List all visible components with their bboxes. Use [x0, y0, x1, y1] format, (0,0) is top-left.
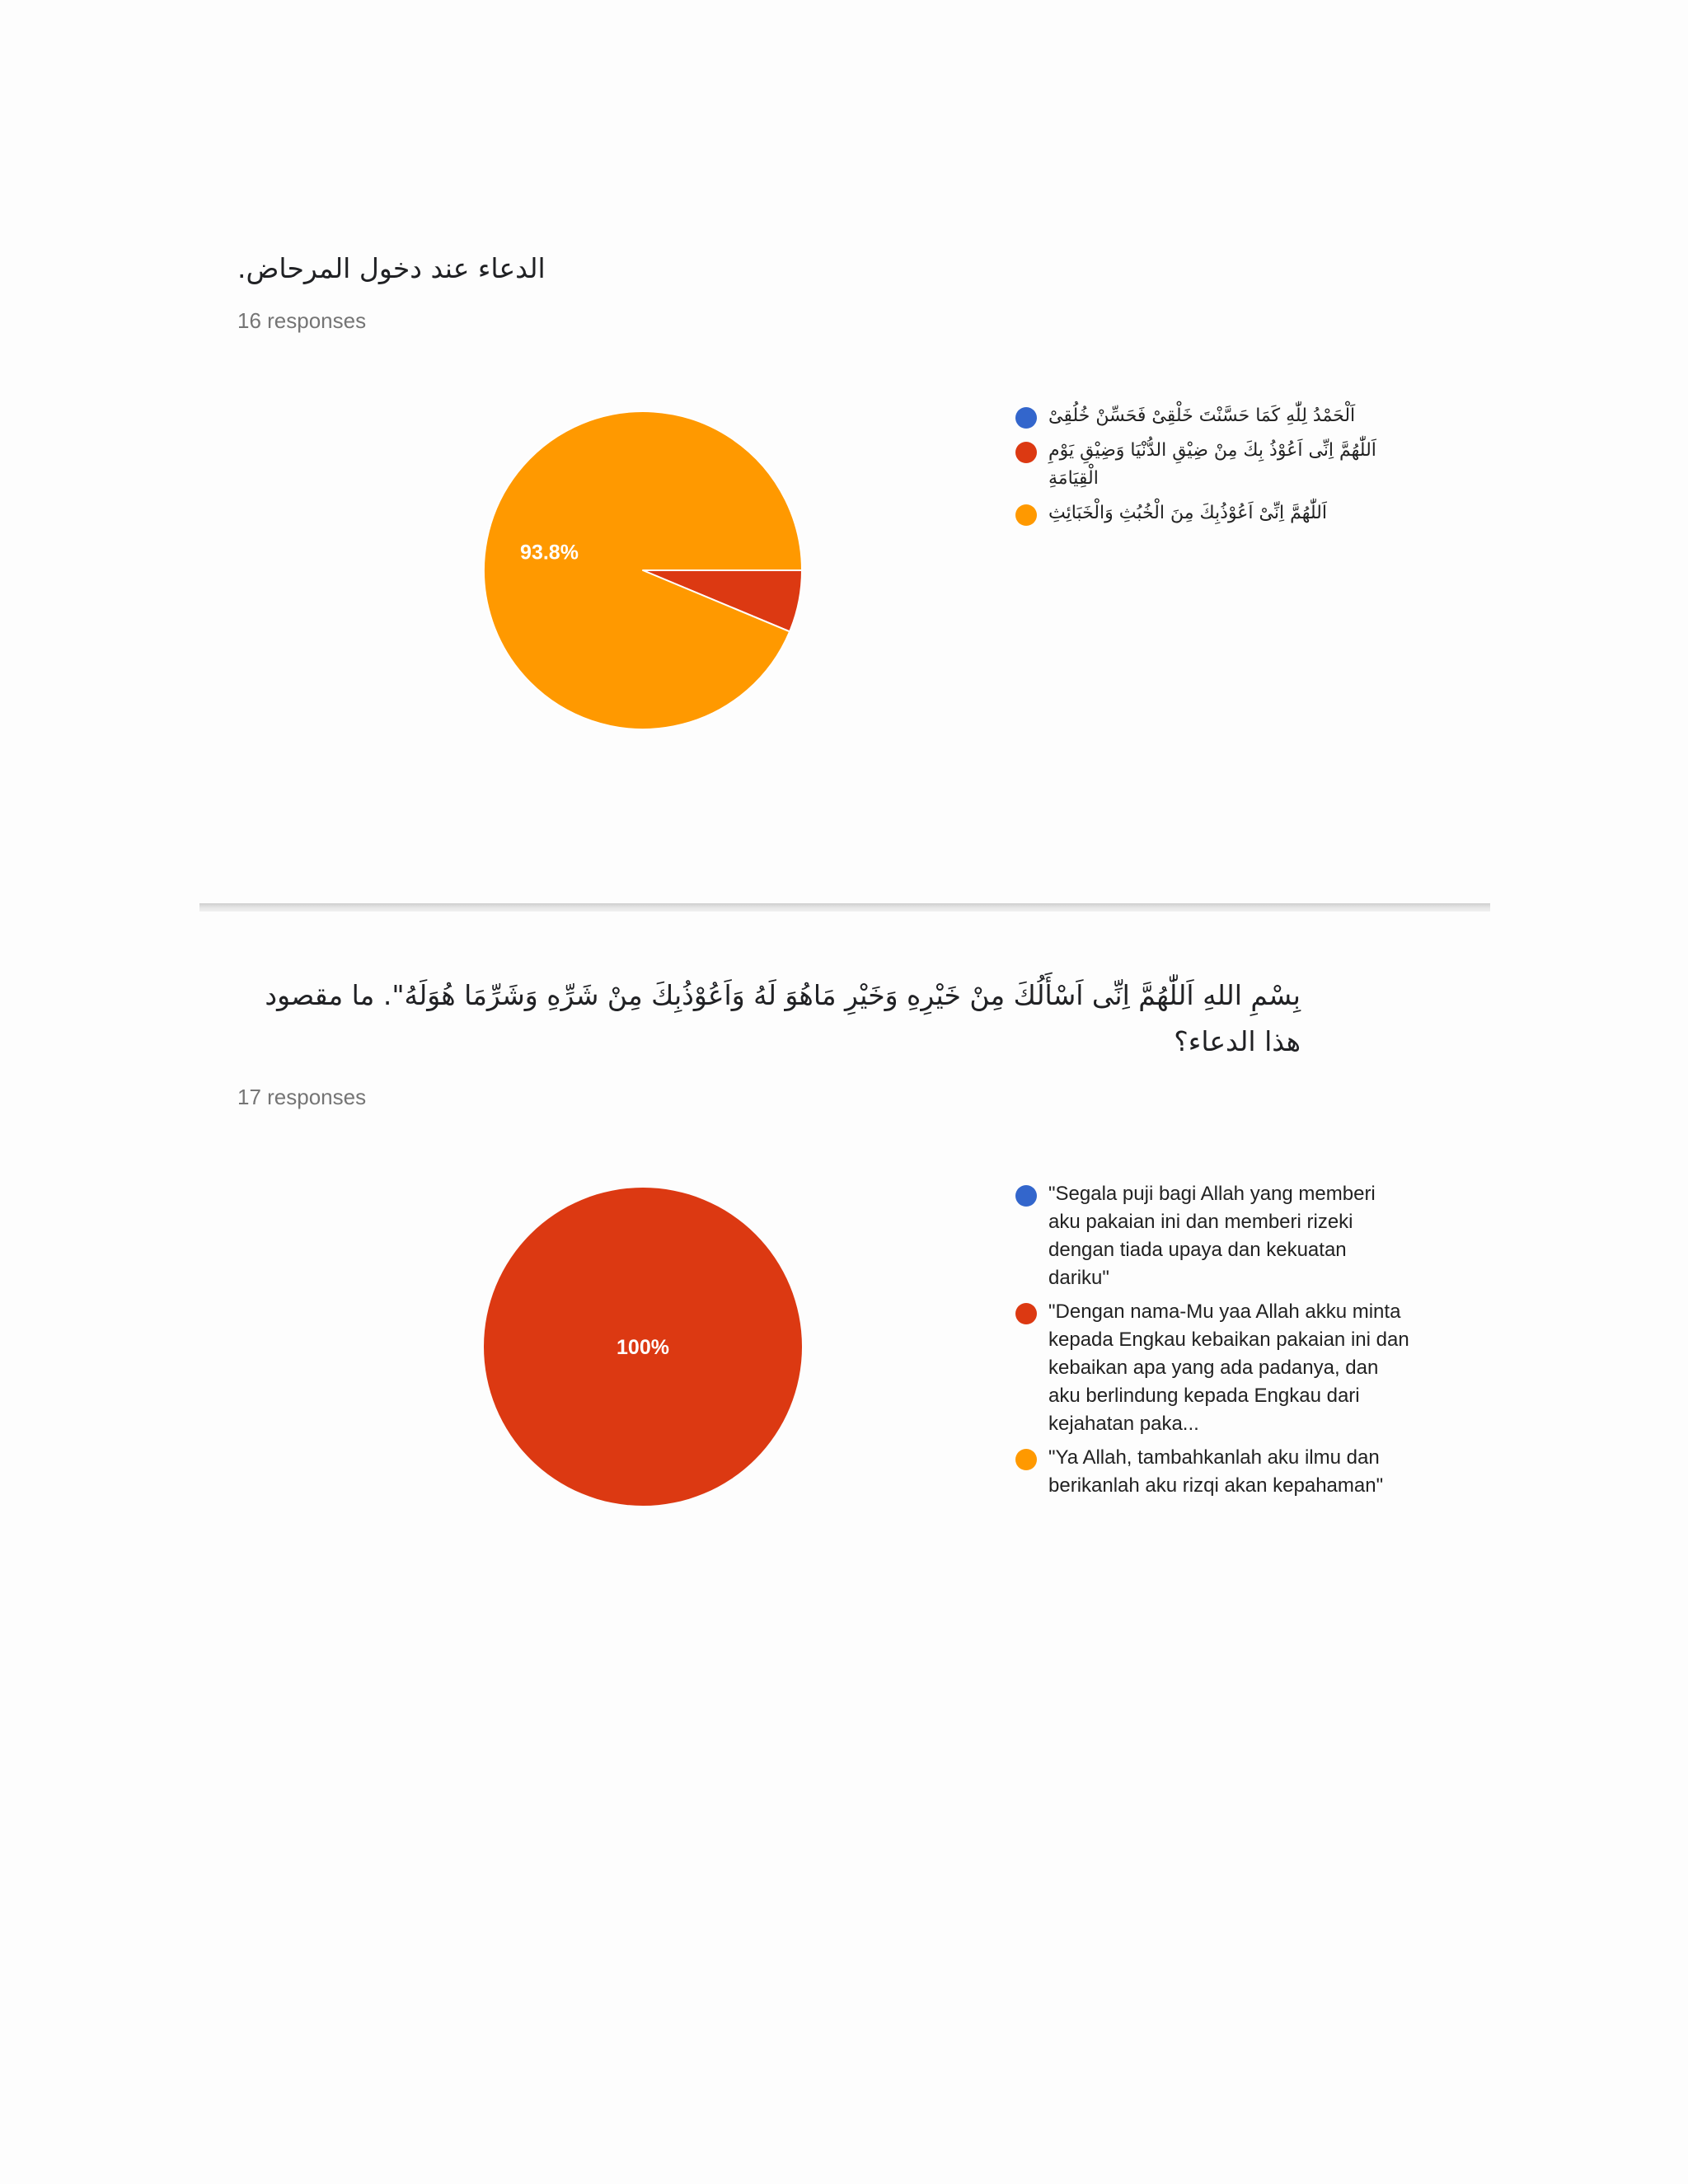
legend-swatch: [1015, 504, 1037, 526]
legend-swatch: [1015, 1303, 1037, 1324]
legend-item: [1015, 1298, 1411, 1438]
pie-slice-label: 93.8%: [520, 541, 579, 565]
legend-label: اَللّٰهُمَّ اِنِّى اَعُوْذُ بِكَ مِنْ ضِيْقِ الدُّنْيَا وَضِيْقِ يَوْمِ الْقِيَامَةِ: [1048, 440, 1376, 489]
legend-label: "Ya Allah, tambahkanlah aku ilmu dan berikanlah aku rizqi akan kepahaman": [1048, 1446, 1384, 1497]
legend-item: [1015, 437, 1411, 493]
legend-item: [1015, 499, 1411, 527]
legend-label: "Dengan nama-Mu yaa Allah akku minta kepada Engkau kebaikan pakaian ini dan kebaikan apa yang ada padanya, dan aku berlindung kepada Engkau dari kejahatan paka...: [1048, 1301, 1409, 1435]
pie-slice-label: 100%: [617, 1336, 669, 1359]
pie-chart-1: [481, 409, 804, 732]
question-title-text: الدعاء عند دخول المرحاض.: [237, 252, 546, 284]
legend-item: [1015, 402, 1411, 430]
question-title-text: بِسْمِ اللهِ اَللّٰهُمَّ اِنِّى اَسْأَلُكَ مِنْ خَيْرِهِ وَخَيْرِ مَاهُوَ لَهُ وَاَعُوْذُبِكَ مِنْ شَرِّهِ وَشَرِّمَا هُوَلَهُ". ما مقصود هذا الدعاء؟: [265, 979, 1301, 1057]
question-title: [237, 972, 1301, 1065]
chart-legend-1: [1015, 402, 1411, 534]
chart-legend-2: [1015, 1180, 1411, 1506]
legend-swatch: [1015, 1449, 1037, 1470]
pie-chart-2: [481, 1185, 804, 1508]
question-card-1: [199, 0, 1490, 903]
legend-swatch: [1015, 442, 1037, 463]
question-card-2: [199, 912, 1490, 1554]
legend-item: [1015, 1444, 1411, 1500]
legend-swatch: [1015, 407, 1037, 429]
legend-label: اَلْحَمْدُ لِلّٰهِ كَمَا حَسَّنْتَ خَلْقِىْ فَحَسِّنْ خُلُقِىْ: [1048, 405, 1356, 426]
legend-swatch: [1015, 1185, 1037, 1207]
response-count: 16 responses: [237, 308, 367, 333]
question-title: [237, 246, 1358, 292]
legend-item: [1015, 1180, 1411, 1292]
legend-label: اَللّٰهُمَّ اِنِّىْ اَعُوْذُبِكَ مِنَ الْخُبُثِ وَالْخَبَائِثِ: [1048, 503, 1327, 523]
response-count: 17 responses: [237, 1085, 367, 1109]
legend-label: "Segala puji bagi Allah yang memberi aku pakaian ini dan memberi rizeki dengan tiada upaya dan kekuatan dariku": [1048, 1183, 1376, 1289]
pie-slice-3: [484, 411, 802, 729]
